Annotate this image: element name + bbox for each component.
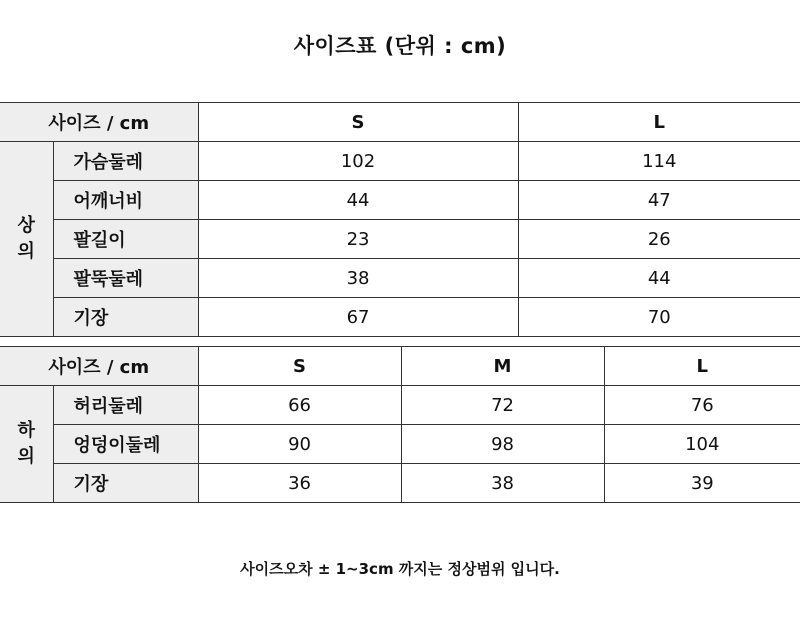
table-header-row xyxy=(0,103,800,142)
group-label-char: 의 xyxy=(17,446,35,467)
table-row xyxy=(0,142,800,181)
size-header-s: S xyxy=(198,103,518,142)
table-header-row xyxy=(0,347,800,386)
table-cell: 66 xyxy=(198,386,401,425)
table-cell: 72 xyxy=(401,386,604,425)
row-label: 팔뚝둘레 xyxy=(53,259,198,298)
table-row xyxy=(0,425,800,464)
table-row xyxy=(0,181,800,220)
row-label: 엉덩이둘레 xyxy=(53,425,198,464)
table-cell: 98 xyxy=(401,425,604,464)
table-cell: 23 xyxy=(198,220,518,259)
table-cell: 70 xyxy=(518,298,800,337)
table-cell: 90 xyxy=(198,425,401,464)
page-title: 사이즈표 (단위 : cm) xyxy=(293,34,507,58)
table-row xyxy=(0,386,800,425)
table-cell: 38 xyxy=(198,259,518,298)
group-label-top xyxy=(0,142,53,337)
table-cell: 67 xyxy=(198,298,518,337)
size-tolerance-note: 사이즈오차 ± 1~3cm 까지는 정상범위 입니다. xyxy=(240,560,560,578)
table-cell: 102 xyxy=(198,142,518,181)
table-row xyxy=(0,298,800,337)
table-cell: 44 xyxy=(518,259,800,298)
group-label-char: 하 xyxy=(17,420,35,441)
table-row xyxy=(0,464,800,503)
table-row xyxy=(0,220,800,259)
group-label-char: 상 xyxy=(17,215,35,236)
table-cell: 104 xyxy=(604,425,800,464)
row-label: 기장 xyxy=(53,298,198,337)
row-label: 기장 xyxy=(53,464,198,503)
row-label: 가슴둘레 xyxy=(53,142,198,181)
size-header-label: 사이즈 / cm xyxy=(0,347,198,386)
group-label-char: 의 xyxy=(17,241,35,262)
size-header-l: L xyxy=(604,347,800,386)
table-cell: 26 xyxy=(518,220,800,259)
size-header-label: 사이즈 / cm xyxy=(0,103,198,142)
row-label: 허리둘레 xyxy=(53,386,198,425)
table-cell: 76 xyxy=(604,386,800,425)
group-label-bottom xyxy=(0,386,53,503)
top-size-table xyxy=(0,102,800,337)
table-cell: 36 xyxy=(198,464,401,503)
size-header-m: M xyxy=(401,347,604,386)
table-cell: 44 xyxy=(198,181,518,220)
table-row xyxy=(0,259,800,298)
row-label: 어깨너비 xyxy=(53,181,198,220)
table-cell: 39 xyxy=(604,464,800,503)
size-header-l: L xyxy=(518,103,800,142)
table-cell: 38 xyxy=(401,464,604,503)
size-header-s: S xyxy=(198,347,401,386)
row-label: 팔길이 xyxy=(53,220,198,259)
bottom-size-table xyxy=(0,346,800,503)
table-cell: 114 xyxy=(518,142,800,181)
table-cell: 47 xyxy=(518,181,800,220)
